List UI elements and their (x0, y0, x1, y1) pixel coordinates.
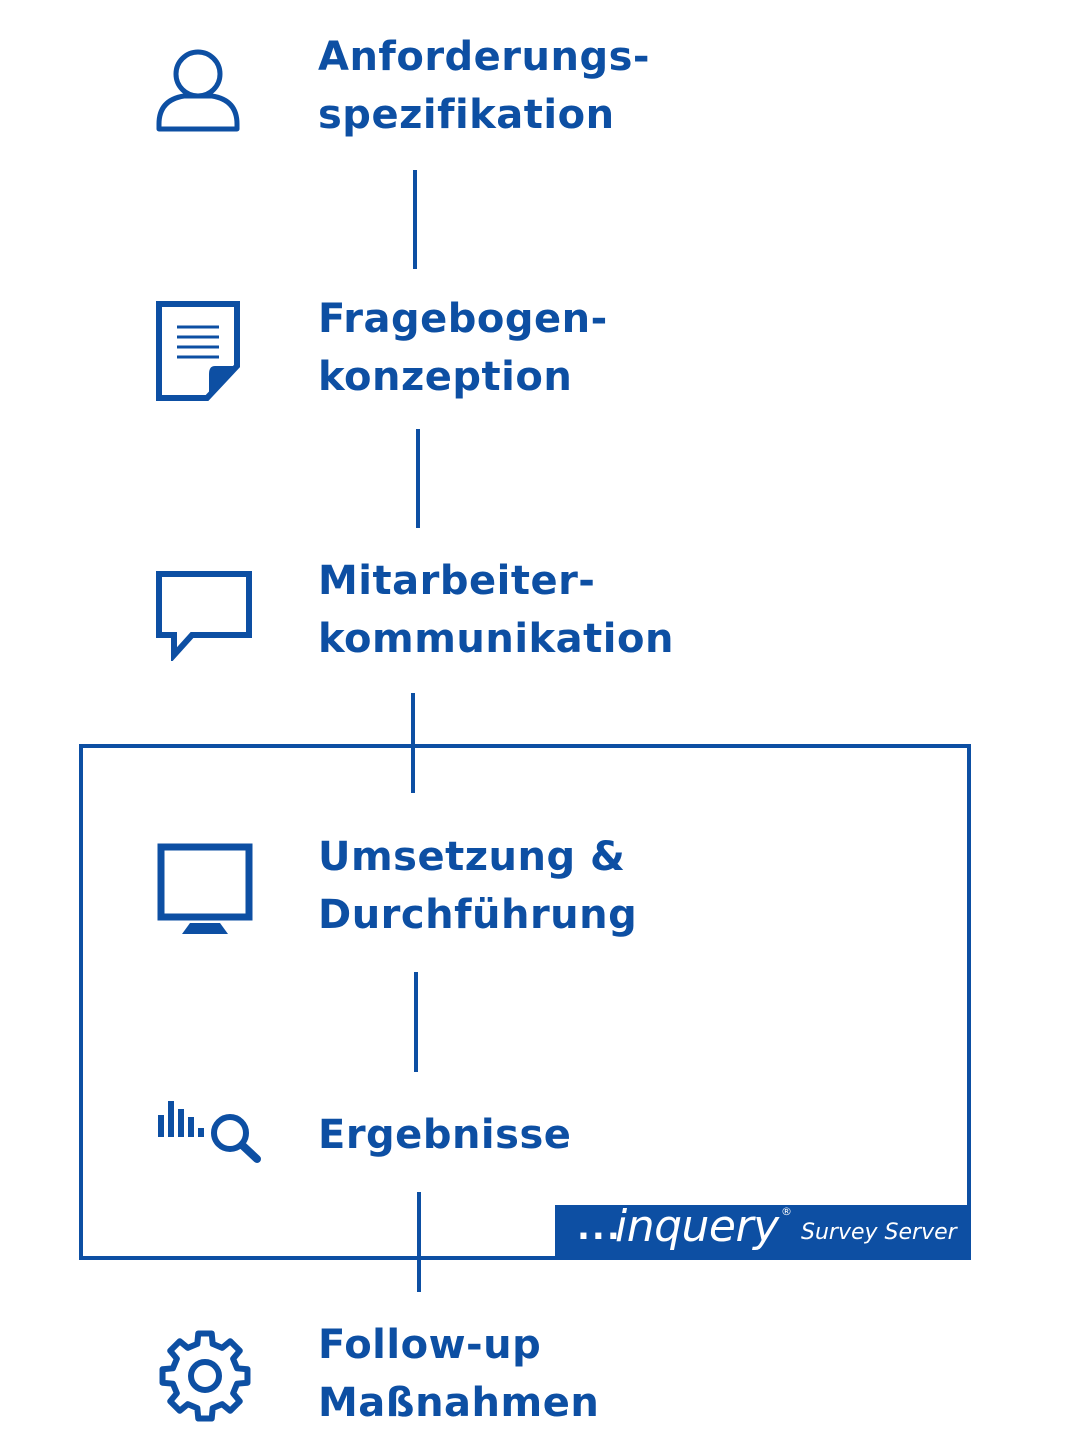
gear-icon (156, 1327, 254, 1425)
step-label-results (318, 1106, 571, 1164)
speech-bubble-icon (154, 569, 254, 661)
step-label-followup-line1: Follow-up (318, 1322, 542, 1368)
step-label-communication-line2: kommunikation (318, 616, 674, 662)
step-label-questionnaire (318, 290, 608, 406)
brand-name: inquery (615, 1201, 779, 1252)
survey-server-frame (79, 744, 971, 1260)
step-label-implementation (318, 828, 637, 944)
step-label-implementation-line1: Umsetzung & (318, 834, 626, 880)
step-label-results-line1: Ergebnisse (318, 1112, 572, 1158)
step-label-communication-line1: Mitarbeiter- (318, 558, 596, 604)
step-label-communication (318, 552, 674, 668)
chart-magnifier-icon (156, 1097, 264, 1165)
monitor-icon (156, 842, 254, 938)
step-label-followup (318, 1316, 599, 1432)
connector-line (413, 170, 417, 269)
connector-line (414, 972, 418, 1072)
connector-line (416, 429, 420, 528)
inquery-brand-tag (555, 1201, 967, 1256)
step-label-requirements-line1: Anforderungs- (318, 34, 651, 80)
brand-dots: ... (577, 1208, 622, 1248)
step-label-questionnaire-line1: Fragebogen- (318, 296, 608, 342)
document-icon (155, 300, 243, 404)
user-icon (152, 44, 244, 134)
step-label-requirements-line2: spezifikation (318, 92, 615, 138)
step-label-questionnaire-line2: konzeption (318, 354, 573, 400)
step-label-followup-line2: Maßnahmen (318, 1380, 600, 1426)
step-label-implementation-line2: Durchführung (318, 892, 638, 938)
brand-product: Survey Server (801, 1220, 957, 1245)
step-label-requirements (318, 28, 650, 144)
brand-registered-mark: ® (781, 1205, 792, 1218)
connector-line (417, 1192, 421, 1292)
